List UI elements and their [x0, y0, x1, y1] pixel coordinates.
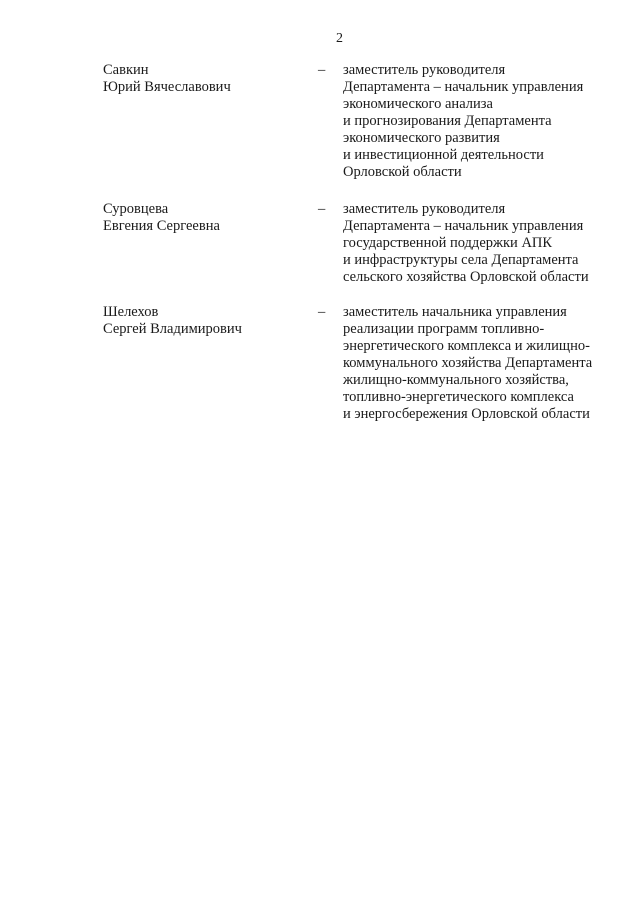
position-description — [343, 62, 623, 181]
page-number: 2 — [336, 31, 343, 46]
position-description — [343, 304, 623, 423]
person-given-names: Евгения Сергеевна — [103, 218, 220, 234]
dash-separator: – — [318, 304, 326, 320]
description-line: энергетического комплекса и жилищно- — [343, 338, 590, 354]
description-line: и инфраструктуры села Департамента — [343, 252, 579, 268]
description-line: Департамента – начальник управления — [343, 79, 584, 95]
description-line: Департамента – начальник управления — [343, 218, 584, 234]
person-surname: Шелехов — [103, 304, 159, 320]
description-line: экономического анализа — [343, 96, 493, 112]
description-line: коммунального хозяйства Департамента — [343, 355, 593, 371]
description-line: экономического развития — [343, 130, 500, 146]
person-surname: Савкин — [103, 62, 149, 78]
description-line: заместитель руководителя — [343, 62, 506, 78]
person-name — [103, 62, 293, 96]
description-line: государственной поддержки АПК — [343, 235, 553, 251]
dash-separator: – — [318, 201, 326, 217]
person-surname: Суровцева — [103, 201, 169, 217]
description-line: и прогнозирования Департамента — [343, 113, 552, 129]
description-line: заместитель начальника управления — [343, 304, 567, 320]
description-line: сельского хозяйства Орловской области — [343, 269, 589, 285]
description-line: топливно-энергетического комплекса — [343, 389, 574, 405]
person-given-names: Юрий Вячеславович — [103, 79, 231, 95]
description-line: Орловской области — [343, 164, 462, 180]
person-name — [103, 304, 293, 338]
person-given-names: Сергей Владимирович — [103, 321, 242, 337]
person-name — [103, 201, 293, 235]
dash-separator: – — [318, 62, 326, 78]
position-description — [343, 201, 623, 286]
description-line: и энергосбережения Орловской области — [343, 406, 590, 422]
description-line: и инвестиционной деятельности — [343, 147, 544, 163]
description-line: заместитель руководителя — [343, 201, 506, 217]
description-line: реализации программ топливно- — [343, 321, 545, 337]
description-line: жилищно-коммунального хозяйства, — [343, 372, 569, 388]
